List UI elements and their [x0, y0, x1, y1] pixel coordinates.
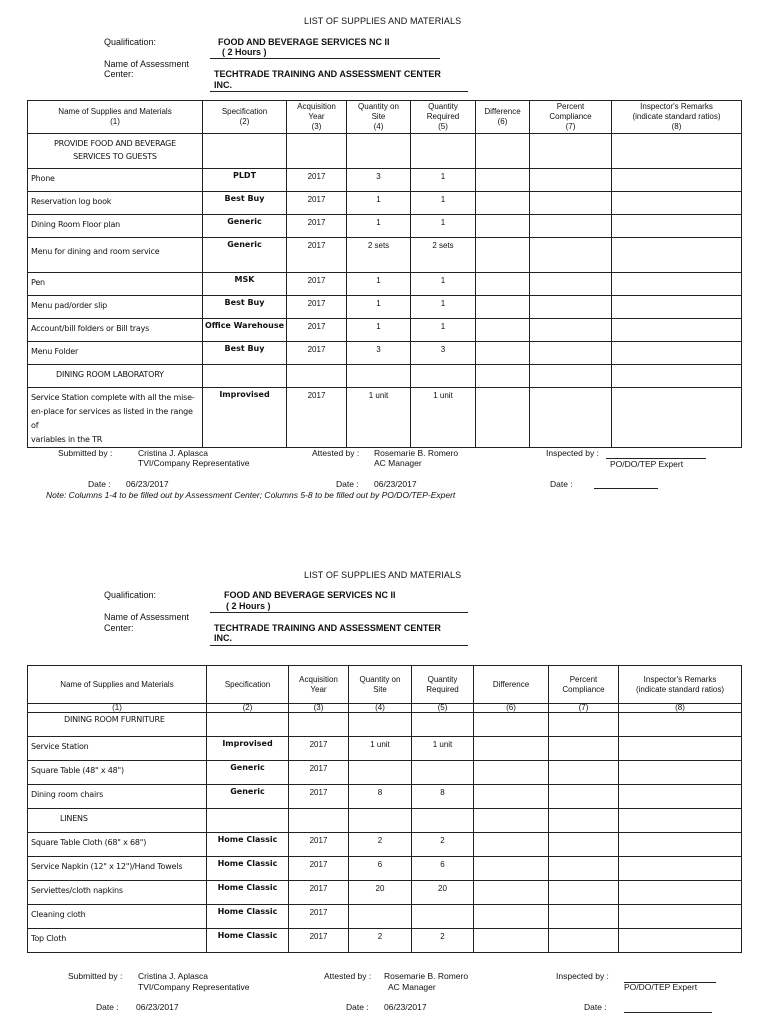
table-row — [28, 169, 742, 192]
item-spec: Generic — [203, 238, 287, 273]
item-name: Menu pad/order slip — [28, 296, 203, 319]
item-spec: Home Classic — [207, 929, 289, 953]
item-qty-req: 2 — [412, 833, 474, 857]
date-line — [594, 488, 658, 489]
item-qty-req: 1 — [411, 169, 476, 192]
item-qty-site: 1 unit — [349, 737, 412, 761]
item-name: Menu Folder — [28, 342, 203, 365]
item-year: 2017 — [289, 785, 349, 809]
date-value: 06/23/2017 — [136, 1002, 179, 1012]
center-value-2: INC. — [214, 633, 232, 643]
col-num: (1) — [28, 704, 207, 713]
item-spec: Best Buy — [203, 342, 287, 365]
center-label-2: Center: — [104, 69, 134, 79]
item-qty-site: 1 — [347, 192, 411, 215]
col-header-pc: Percent Compliance — [549, 666, 619, 704]
supplies-table — [27, 100, 742, 448]
col-header-diff: Difference — [474, 666, 549, 704]
inspected-role: PO/DO/TEP Expert — [624, 982, 698, 992]
center-label-1: Name of Assessment — [104, 612, 190, 622]
item-qty-site: 1 — [347, 215, 411, 238]
col-header-name: Name of Supplies and Materials — [28, 666, 207, 704]
col-num: (7) — [549, 704, 619, 713]
underline — [210, 612, 468, 613]
col-num: (8) — [619, 704, 742, 713]
sheet-title: LIST OF SUPPLIES AND MATERIALS — [304, 570, 462, 580]
qualification-label: Qualification: — [104, 590, 157, 600]
item-qty-req: 20 — [412, 881, 474, 905]
item-year: 2017 — [289, 737, 349, 761]
table-row — [28, 238, 742, 273]
item-year: 2017 — [289, 833, 349, 857]
submitted-role: TVI/Company Representative — [138, 458, 250, 468]
item-name: Dining room chairs — [28, 785, 207, 809]
col-header-qos: Quantity on Site (4) — [347, 101, 411, 134]
item-qty-req — [412, 905, 474, 929]
item-qty-req: 1 — [411, 296, 476, 319]
header-row — [28, 666, 742, 704]
item-qty-site: 20 — [349, 881, 412, 905]
attested-role: AC Manager — [388, 982, 436, 992]
item-qty-site: 2 — [349, 833, 412, 857]
table-row — [28, 215, 742, 238]
item-spec: PLDT — [203, 169, 287, 192]
item-spec: Best Buy — [203, 296, 287, 319]
item-name: Serviettes/cloth napkins — [28, 881, 207, 905]
item-name: Service Station complete with all the mise- en-place for services as listed in the range of variables in the TR — [28, 388, 203, 448]
item-name: Reservation log book — [28, 192, 203, 215]
submitted-name: Cristina J. Aplasca — [138, 448, 208, 458]
item-qty-site: 1 unit — [347, 388, 411, 448]
item-qty-site: 1 — [347, 319, 411, 342]
footnote: Note: Columns 1-4 to be filled out by Assessment Center; Columns 5-8 to be filled out by PO/DO/TEP-Expert — [46, 490, 456, 500]
table-row — [28, 761, 742, 785]
item-qty-site: 1 — [347, 296, 411, 319]
col-header-remarks: Inspector's Remarks (indicate standard ratios) — [619, 666, 742, 704]
item-name: Pen — [28, 273, 203, 296]
item-qty-req: 8 — [412, 785, 474, 809]
center-label-1: Name of Assessment — [104, 59, 190, 69]
table-row — [28, 785, 742, 809]
item-year: 2017 — [287, 388, 347, 448]
section-row — [28, 809, 742, 833]
section-row — [28, 134, 742, 169]
item-year: 2017 — [287, 169, 347, 192]
item-name: Menu for dining and room service — [28, 238, 203, 273]
table-row — [28, 319, 742, 342]
col-num: (2) — [207, 704, 289, 713]
table-row — [28, 388, 742, 448]
date-value: 06/23/2017 — [126, 479, 169, 489]
submitted-name: Cristina J. Aplasca — [138, 971, 208, 981]
submitted-role: TVI/Company Representative — [138, 982, 250, 992]
date-label: Date : — [584, 1002, 607, 1012]
underline — [210, 58, 440, 59]
item-qty-req: 2 sets — [411, 238, 476, 273]
inspected-label: Inspected by : — [556, 971, 609, 981]
item-year: 2017 — [289, 857, 349, 881]
date-line — [624, 1012, 712, 1013]
item-year: 2017 — [289, 761, 349, 785]
item-qty-req: 6 — [412, 857, 474, 881]
item-name: Service Napkin (12" x 12")/Hand Towels — [28, 857, 207, 881]
col-header-qos: Quantity on Site — [349, 666, 412, 704]
underline — [210, 645, 468, 646]
item-qty-site — [349, 761, 412, 785]
item-name: Square Table (48" x 48") — [28, 761, 207, 785]
item-year: 2017 — [287, 342, 347, 365]
date-value: 06/23/2017 — [374, 479, 417, 489]
item-year: 2017 — [289, 905, 349, 929]
hours-value: ( 2 Hours ) — [222, 47, 267, 57]
supplies-table — [27, 665, 742, 953]
item-spec: Home Classic — [207, 905, 289, 929]
center-value-1: TECHTRADE TRAINING AND ASSESSMENT CENTER — [214, 623, 441, 633]
col-header-qr: Quantity Required — [412, 666, 474, 704]
table-row — [28, 192, 742, 215]
table-row — [28, 296, 742, 319]
item-year: 2017 — [289, 929, 349, 953]
item-spec: Generic — [203, 215, 287, 238]
hours-value: ( 2 Hours ) — [226, 601, 271, 611]
col-num: (5) — [412, 704, 474, 713]
item-name: Account/bill folders or Bill trays — [28, 319, 203, 342]
attested-name: Rosemarie B. Romero — [374, 448, 459, 458]
col-header-diff: Difference (6) — [476, 101, 530, 134]
item-spec: Generic — [207, 761, 289, 785]
col-header-remarks: Inspector's Remarks (indicate standard ratios) (8) — [612, 101, 742, 134]
center-label-2: Center: — [104, 623, 134, 633]
item-qty-site: 6 — [349, 857, 412, 881]
item-year: 2017 — [287, 296, 347, 319]
date-label: Date : — [336, 479, 359, 489]
attested-label: Attested by : — [312, 448, 360, 458]
col-header-acq: Acquisition Year — [289, 666, 349, 704]
item-qty-req: 3 — [411, 342, 476, 365]
table-row — [28, 929, 742, 953]
table-row — [28, 905, 742, 929]
attested-role: AC Manager — [374, 458, 422, 468]
header-row — [28, 101, 742, 134]
item-spec: Improvised — [203, 388, 287, 448]
item-qty-site — [349, 905, 412, 929]
item-name: Dining Room Floor plan — [28, 215, 203, 238]
submitted-label: Submitted by : — [58, 448, 113, 458]
item-name: Square Table Cloth (68" x 68") — [28, 833, 207, 857]
date-label: Date : — [346, 1002, 369, 1012]
item-spec: Best Buy — [203, 192, 287, 215]
item-qty-req: 1 — [411, 319, 476, 342]
item-year: 2017 — [287, 215, 347, 238]
item-qty-site: 3 — [347, 342, 411, 365]
item-qty-req: 1 unit — [411, 388, 476, 448]
column-number-row — [28, 704, 742, 713]
col-header-spec: Specification (2) — [203, 101, 287, 134]
date-label: Date : — [550, 479, 573, 489]
item-qty-site: 1 — [347, 273, 411, 296]
section-row — [28, 713, 742, 737]
underline — [210, 91, 468, 92]
section-label: PROVIDE FOOD AND BEVERAGE SERVICES TO GUESTS — [28, 134, 203, 169]
inspected-role: PO/DO/TEP Expert — [610, 459, 684, 469]
col-header-name: Name of Supplies and Materials (1) — [28, 101, 203, 134]
item-year: 2017 — [289, 881, 349, 905]
col-header-acq: Acquisition Year (3) — [287, 101, 347, 134]
item-name: Top Cloth — [28, 929, 207, 953]
item-spec: Home Classic — [207, 881, 289, 905]
item-name: Service Station — [28, 737, 207, 761]
center-value-1: TECHTRADE TRAINING AND ASSESSMENT CENTER — [214, 69, 441, 79]
table-row — [28, 273, 742, 296]
item-spec: Improvised — [207, 737, 289, 761]
item-qty-site: 2 — [349, 929, 412, 953]
date-label: Date : — [96, 1002, 119, 1012]
item-year: 2017 — [287, 192, 347, 215]
table-row — [28, 857, 742, 881]
item-year: 2017 — [287, 273, 347, 296]
item-qty-site: 8 — [349, 785, 412, 809]
col-num: (4) — [349, 704, 412, 713]
attested-name: Rosemarie B. Romero — [384, 971, 469, 981]
item-spec: Office Warehouse — [203, 319, 287, 342]
item-spec: Home Classic — [207, 833, 289, 857]
table-row — [28, 881, 742, 905]
item-qty-req: 2 — [412, 929, 474, 953]
center-value-2: INC. — [214, 80, 232, 90]
col-num: (3) — [289, 704, 349, 713]
item-spec: Generic — [207, 785, 289, 809]
date-value: 06/23/2017 — [384, 1002, 427, 1012]
item-spec: Home Classic — [207, 857, 289, 881]
item-qty-req: 1 — [411, 215, 476, 238]
item-qty-req — [412, 761, 474, 785]
col-header-pc: Percent Compliance (7) — [530, 101, 612, 134]
item-name: Cleaning cloth — [28, 905, 207, 929]
table-row — [28, 737, 742, 761]
attested-label: Attested by : — [324, 971, 372, 981]
item-spec: MSK — [203, 273, 287, 296]
submitted-label: Submitted by : — [68, 971, 123, 981]
sheet-title: LIST OF SUPPLIES AND MATERIALS — [304, 16, 462, 26]
item-qty-site: 2 sets — [347, 238, 411, 273]
col-header-spec: Specification — [207, 666, 289, 704]
item-qty-req: 1 unit — [412, 737, 474, 761]
section-row — [28, 365, 742, 388]
item-qty-req: 1 — [411, 192, 476, 215]
qualification-value: FOOD AND BEVERAGE SERVICES NC II — [218, 37, 390, 47]
qualification-label: Qualification: — [104, 37, 157, 47]
section-label: LINENS — [28, 809, 207, 833]
table-row — [28, 342, 742, 365]
item-year: 2017 — [287, 319, 347, 342]
item-qty-req: 1 — [411, 273, 476, 296]
col-header-qr: Quantity Required (5) — [411, 101, 476, 134]
table-row — [28, 833, 742, 857]
qualification-value: FOOD AND BEVERAGE SERVICES NC II — [224, 590, 396, 600]
item-year: 2017 — [287, 238, 347, 273]
date-label: Date : — [88, 479, 111, 489]
section-label: DINING ROOM FURNITURE — [28, 713, 207, 737]
section-label: DINING ROOM LABORATORY — [28, 365, 203, 388]
col-num: (6) — [474, 704, 549, 713]
item-qty-site: 3 — [347, 169, 411, 192]
inspected-label: Inspected by : — [546, 448, 599, 458]
item-name: Phone — [28, 169, 203, 192]
